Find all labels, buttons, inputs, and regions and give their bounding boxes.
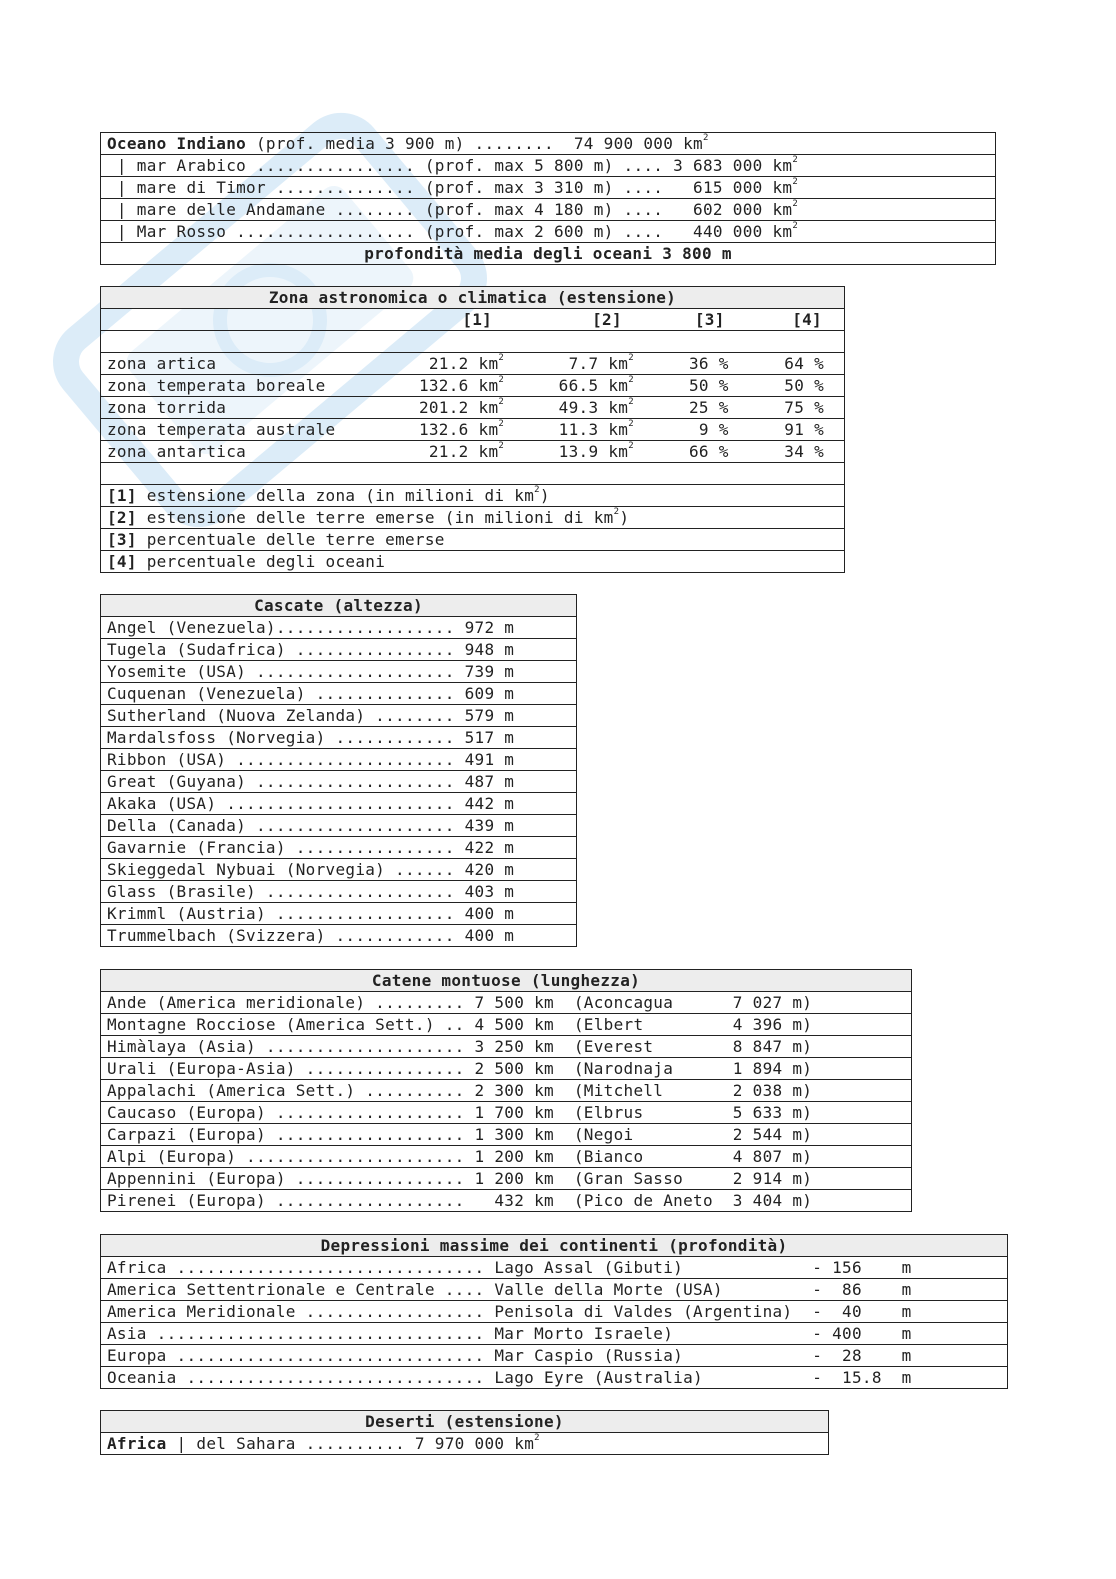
zone-note: [2] estensione delle terre emerse (in milioni di $km^2$)	[101, 507, 845, 529]
oceano-name: Oceano Indiano	[107, 134, 247, 153]
cascata-row: Sutherland (Nuova Zelanda) ........ 579 m	[101, 705, 577, 727]
oceano-detail: (prof. media 3 900 m) ........ 74 900 000 km	[246, 134, 703, 153]
oceano-row: | mare di Timor .............. (prof. max 3 310 m) .... 615 000 $km^2$	[101, 177, 996, 199]
depressione-row: Oceania .............................. Lago Eyre (Australia) - 15.8 m	[107, 1368, 912, 1387]
depressione-row: Asia ................................. Mar Morto Israele) - 400 m	[101, 1323, 1008, 1345]
cascata-row: Della (Canada) .................... 439 m	[101, 815, 577, 837]
catena-row: Montagne Rocciose (America Sett.) .. 4 500 km (Elbert 4 396 m)	[101, 1014, 912, 1036]
zone-table	[100, 286, 845, 573]
zone-row: zona artica 21.2 $km^2$ 7.7 $km^2$ 36 % 64 %	[101, 353, 845, 375]
cascata-row: Skieggedal Nybuai (Norvegia) ...... 420 m	[101, 859, 577, 881]
zone-row: zona temperata boreale 132.6 $km^2$ 66.5 $km^2$ 50 % 50 %	[101, 375, 845, 397]
cascata-row: Ribbon (USA) ...................... 491 m	[101, 749, 577, 771]
catena-row: Urali (Europa-Asia) ................ 2 500 km (Narodnaja 1 894 m)	[101, 1058, 912, 1080]
zone-title: Zona astronomica o climatica (estensione)	[101, 287, 845, 309]
deserto-row: Africa | del Sahara .......... 7 970 000 $km^2$	[107, 1433, 540, 1453]
oceano-row: | mare delle Andamane ........ (prof. max 4 180 m) .... 602 000 $km^2$	[101, 199, 996, 221]
cascata-row: Cuquenan (Venezuela) .............. 609 m	[101, 683, 577, 705]
oceano-footer: profondità media degli oceani 3 800 m	[364, 244, 732, 263]
catena-row: Ande (America meridionale) ......... 7 500 km (Aconcagua 7 027 m)	[101, 992, 912, 1014]
zone-note: [1] estensione della zona (in milioni di $km^2$)	[101, 485, 845, 507]
catena-row: Appalachi (America Sett.) .......... 2 300 km (Mitchell 2 038 m)	[101, 1080, 912, 1102]
cascata-row: Trummelbach (Svizzera) ............ 400 m	[107, 926, 515, 945]
cascata-row: Akaka (USA) ....................... 442 m	[101, 793, 577, 815]
cascata-row: Tugela (Sudafrica) ................ 948 m	[101, 639, 577, 661]
zone-header: [4]	[735, 309, 845, 331]
depressione-row: Africa ............................... Lago Assal (Gibuti) - 156 m	[101, 1257, 1008, 1279]
cascate-title: Cascate (altezza)	[101, 595, 577, 617]
cascata-row: Great (Guyana) .................... 487 m	[101, 771, 577, 793]
zone-header: [3]	[640, 309, 735, 331]
cascata-row: Yosemite (USA) .................... 739 m	[101, 661, 577, 683]
deserti-title: Deserti (estensione)	[101, 1411, 829, 1433]
zone-note: [4] percentuale degli oceani	[107, 552, 386, 571]
zone-header-row	[101, 309, 845, 331]
cascata-row: Glass (Brasile) ................... 403 m	[101, 881, 577, 903]
oceano-row: | mar Arabico ................ (prof. max 5 800 m) .... 3 683 000 $km^2$	[101, 155, 996, 177]
zone-note: [3] percentuale delle terre emerse	[101, 529, 845, 551]
catena-row: Appennini (Europa) ................. 1 200 km (Gran Sasso 2 914 m)	[101, 1168, 912, 1190]
oceano-row: Oceano Indiano (prof. media 3 900 m) ........ 74 900 000 $km^2$	[101, 133, 996, 155]
depressioni-table	[100, 1234, 1008, 1389]
depressione-row: America Meridionale .................. Penisola di Valdes (Argentina) - 40 m	[101, 1301, 1008, 1323]
catena-row: Alpi (Europa) ...................... 1 200 km (Bianco 4 807 m)	[101, 1146, 912, 1168]
oceano-indiano-table	[100, 132, 996, 265]
deserti-table	[100, 1410, 829, 1455]
catene-table	[100, 969, 912, 1212]
depressione-row: Europa ............................... Mar Caspio (Russia) - 28 m	[101, 1345, 1008, 1367]
zone-header: [1]	[370, 309, 510, 331]
catena-row: Caucaso (Europa) ................... 1 700 km (Elbrus 5 633 m)	[101, 1102, 912, 1124]
zone-header: [2]	[510, 309, 640, 331]
zone-row: zona antartica 21.2 $km^2$ 13.9 $km^2$ 66 % 34 %	[101, 441, 845, 463]
catena-row: Himàlaya (Asia) .................... 3 250 km (Everest 8 847 m)	[101, 1036, 912, 1058]
catena-row: Carpazi (Europa) ................... 1 300 km (Negoi 2 544 m)	[101, 1124, 912, 1146]
oceano-row: | Mar Rosso .................. (prof. max 2 600 m) .... 440 000 $km^2$	[101, 221, 996, 243]
zone-row: zona torrida 201.2 $km^2$ 49.3 $km^2$ 25 % 75 %	[101, 397, 845, 419]
cascata-row: Gavarnie (Francia) ................ 422 m	[101, 837, 577, 859]
catene-title: Catene montuose (lunghezza)	[101, 970, 912, 992]
cascate-table	[100, 594, 577, 947]
cascata-row: Angel (Venezuela).................. 972 m	[101, 617, 577, 639]
depressione-row: America Settentrionale e Centrale .... Valle della Morte (USA) - 86 m	[101, 1279, 1008, 1301]
depressioni-title: Depressioni massime dei continenti (profondità)	[101, 1235, 1008, 1257]
deserto-continent: Africa	[107, 1434, 167, 1453]
cascata-row: Mardalsfoss (Norvegia) ............ 517 m	[101, 727, 577, 749]
oceano-footer-row	[101, 243, 996, 265]
zone-row: zona temperata australe 132.6 $km^2$ 11.3 $km^2$ 9 % 91 %	[101, 419, 845, 441]
catena-row: Pirenei (Europa) ................... 432 km (Pico de Aneto 3 404 m)	[107, 1191, 813, 1210]
cascata-row: Krimml (Austria) .................. 400 m	[101, 903, 577, 925]
